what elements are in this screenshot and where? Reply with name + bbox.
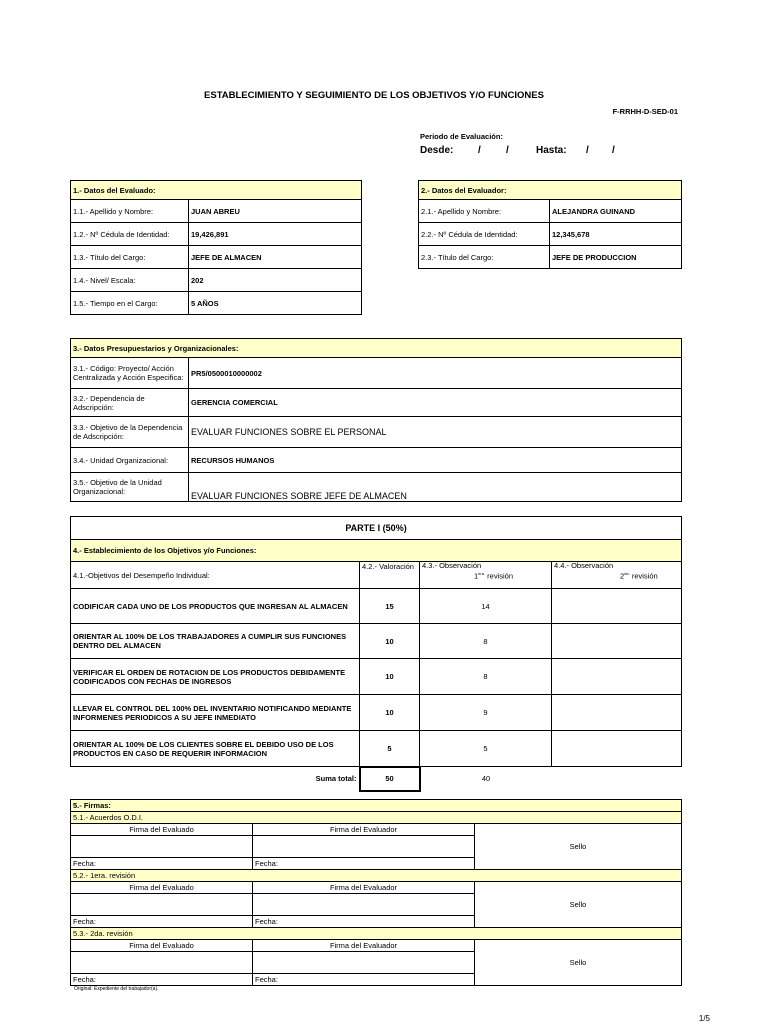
obs2-cell xyxy=(552,659,682,695)
suma-total-valor: 50 xyxy=(360,767,420,791)
valoracion-cell: 10 xyxy=(360,624,420,659)
obs2-cell xyxy=(552,589,682,624)
table-row xyxy=(71,731,682,767)
evaluador-label: 2.1.- Apellido y Nombre: xyxy=(419,200,550,223)
presupuestario-value: GERENCIA COMERCIAL xyxy=(189,389,682,417)
valoracion-cell: 10 xyxy=(360,695,420,731)
suma-total-obs2 xyxy=(552,767,682,791)
fecha-evaluado: Fecha: xyxy=(71,916,253,928)
presupuestario-label: 3.5.- Objetivo de la Unidad Organizacional: xyxy=(71,473,189,502)
obs2-cell xyxy=(552,731,682,767)
firma-evaluado-label: Firma del Evaluado xyxy=(71,882,253,894)
evaluador-label: 2.3.- Título del Cargo: xyxy=(419,246,550,269)
evaluador-value: 12,345,678 xyxy=(550,223,682,246)
periodo-label: Periodo de Evaluación: xyxy=(420,132,503,141)
firma-evaluado-label: Firma del Evaluado xyxy=(71,940,253,952)
fecha-evaluador: Fecha: xyxy=(253,916,475,928)
evaluado-value: 19,426,891 xyxy=(189,223,362,246)
obs1-cell: 9 xyxy=(420,695,552,731)
parte1-table xyxy=(70,516,682,792)
col-obs2-header xyxy=(552,562,682,589)
sello-cell: Sello xyxy=(475,940,682,986)
col-valoracion-header: 4.2.- Valoración xyxy=(360,562,420,589)
evaluado-value: 202 xyxy=(189,269,362,292)
firma-evaluado-box xyxy=(71,894,253,916)
obs2-header-line2 xyxy=(554,570,679,581)
objetivo-cell: ORIENTAR AL 100% DE LOS TRABAJADORES A CUMPLIR SUS FUNCIONES DENTRO DEL ALMACEN xyxy=(71,624,360,659)
firma-evaluador-box xyxy=(253,952,475,974)
fecha-evaluado: Fecha: xyxy=(71,974,253,986)
obs1-cell: 5 xyxy=(420,731,552,767)
parte1-title: PARTE I (50%) xyxy=(71,517,682,540)
firma-evaluador-box xyxy=(253,894,475,916)
firmas-header: 5.- Firmas: xyxy=(71,800,682,812)
hasta-slash-2: / xyxy=(612,145,615,156)
obs2-header-line1: 4.4.- Observación xyxy=(554,561,614,570)
evaluado-value: JEFE DE ALMACEN xyxy=(189,246,362,269)
obs2-text: revisión xyxy=(629,571,658,581)
page-number: 1/5 xyxy=(698,1014,710,1023)
obs2-sup: da. xyxy=(624,571,630,576)
desde-slash-1: / xyxy=(478,145,481,156)
evaluado-value: JUAN ABREU xyxy=(189,200,362,223)
objetivo-cell: CODIFICAR CADA UNO DE LOS PRODUCTOS QUE INGRESAN AL ALMACEN xyxy=(71,589,360,624)
obs1-num: 1 xyxy=(474,571,479,581)
presupuestario-value: EVALUAR FUNCIONES SOBRE EL PERSONAL xyxy=(189,417,682,448)
firma-evaluado-box xyxy=(71,952,253,974)
obs1-cell: 14 xyxy=(420,589,552,624)
presupuestario-label: 3.4.- Unidad Organizacional: xyxy=(71,448,189,473)
presupuestarios-table xyxy=(70,338,682,502)
suma-total-label: Suma total: xyxy=(315,774,357,784)
evaluador-value: ALEJANDRA GUINAND xyxy=(550,200,682,223)
obs1-cell: 8 xyxy=(420,624,552,659)
sello-cell: Sello xyxy=(475,882,682,928)
evaluado-label: 1.2.- Nº Cédula de Identidad: xyxy=(71,223,189,246)
footer-note: Original: Expediente del trabajador(a). xyxy=(74,986,159,992)
parte1-header: 4.- Establecimiento de los Objetivos y/o Funciones: xyxy=(71,540,682,562)
document-title: ESTABLECIMIENTO Y SEGUIMIENTO DE LOS OBJETIVOS Y/O FUNCIONES xyxy=(204,90,544,101)
firmas-section-odi: 5.1.- Acuerdos O.D.I. xyxy=(71,812,682,824)
firma-evaluado-box xyxy=(71,836,253,858)
evaluador-label: 2.2.- Nº Cédula de Identidad: xyxy=(419,223,550,246)
valoracion-cell: 5 xyxy=(360,731,420,767)
firma-evaluador-label: Firma del Evaluador xyxy=(253,824,475,836)
firma-evaluador-label: Firma del Evaluador xyxy=(253,940,475,952)
objetivo-cell: LLEVAR EL CONTROL DEL 100% DEL INVENTARIO NOTIFICANDO MEDIANTE INFORMENES PERIODICOS A SU JEFE INMEDIATO xyxy=(71,695,360,731)
firmas-table xyxy=(70,799,682,986)
hasta-label: Hasta: xyxy=(536,145,567,156)
table-row xyxy=(71,695,682,731)
fecha-evaluado: Fecha: xyxy=(71,858,253,870)
evaluado-label: 1.4.- Nivel/ Escala: xyxy=(71,269,189,292)
fecha-evaluador: Fecha: xyxy=(253,858,475,870)
desde-slash-2: / xyxy=(506,145,509,156)
obs2-num: 2 xyxy=(620,571,625,581)
sello-cell: Sello xyxy=(475,824,682,870)
form-code: F-RRHH-D-SED-01 xyxy=(612,107,678,116)
col-objetivos-header: 4.1.-Objetivos del Desempeño Individual: xyxy=(71,562,360,589)
obs1-sup: era. xyxy=(478,571,486,576)
firmas-section-1era: 5.2.- 1era. revisión xyxy=(71,870,682,882)
firma-evaluado-label: Firma del Evaluado xyxy=(71,824,253,836)
obs1-cell: 8 xyxy=(420,659,552,695)
firma-evaluador-box xyxy=(253,836,475,858)
periodo-range xyxy=(420,145,632,156)
presupuestarios-header: 3.- Datos Presupuestarios y Organizacionales: xyxy=(71,339,682,358)
firmas-section-2da: 5.3.- 2da. revisión xyxy=(71,928,682,940)
presupuestario-label: 3.1.- Código: Proyecto/ Acción Centralizada y Acción Especifica: xyxy=(71,358,189,389)
objetivo-cell: VERIFICAR EL ORDEN DE ROTACION DE LOS PRODUCTOS DEBIDAMENTE CODIFICADOS CON FECHAS DE INGRESOS xyxy=(71,659,360,695)
hasta-slash-1: / xyxy=(586,145,589,156)
desde-label: Desde: xyxy=(420,145,454,156)
evaluador-table xyxy=(418,180,682,269)
obs1-header-line1: 4.3.- Observación xyxy=(422,561,482,570)
evaluado-label: 1.1.- Apellido y Nombre: xyxy=(71,200,189,223)
evaluador-header: 2.- Datos del Evaluador: xyxy=(419,181,682,200)
table-row xyxy=(71,659,682,695)
evaluado-label: 1.5.- Tiempo en el Cargo: xyxy=(71,292,189,315)
presupuestario-label: 3.3.- Objetivo de la Dependencia de Adscripción: xyxy=(71,417,189,448)
fecha-evaluador: Fecha: xyxy=(253,974,475,986)
table-row xyxy=(71,589,682,624)
evaluado-table xyxy=(70,180,362,315)
presupuestario-value: PR5/0500010000002 xyxy=(189,358,682,389)
obs2-cell xyxy=(552,695,682,731)
obs2-cell xyxy=(552,624,682,659)
evaluado-value: 5 AÑOS xyxy=(189,292,362,315)
suma-total-obs1: 40 xyxy=(481,774,491,784)
evaluado-header: 1.- Datos del Evaluado: xyxy=(71,181,362,200)
obs1-text: revisión xyxy=(485,571,514,581)
presupuestario-value: RECURSOS HUMANOS xyxy=(189,448,682,473)
valoracion-cell: 15 xyxy=(360,589,420,624)
valoracion-cell: 10 xyxy=(360,659,420,695)
presupuestario-label: 3.2.- Dependencia de Adscripción: xyxy=(71,389,189,417)
table-row xyxy=(71,624,682,659)
obs1-header-line2 xyxy=(422,570,549,581)
presupuestario-value: EVALUAR FUNCIONES SOBRE JEFE DE ALMACEN xyxy=(189,473,682,502)
col-obs1-header xyxy=(420,562,552,589)
objetivo-cell: ORIENTAR AL 100% DE LOS CLIENTES SOBRE EL DEBIDO USO DE LOS PRODUCTOS EN CASO DE REQUERIR INFORMACION xyxy=(71,731,360,767)
firma-evaluador-label: Firma del Evaluador xyxy=(253,882,475,894)
evaluado-label: 1.3.- Título del Cargo: xyxy=(71,246,189,269)
evaluador-value: JEFE DE PRODUCCION xyxy=(550,246,682,269)
